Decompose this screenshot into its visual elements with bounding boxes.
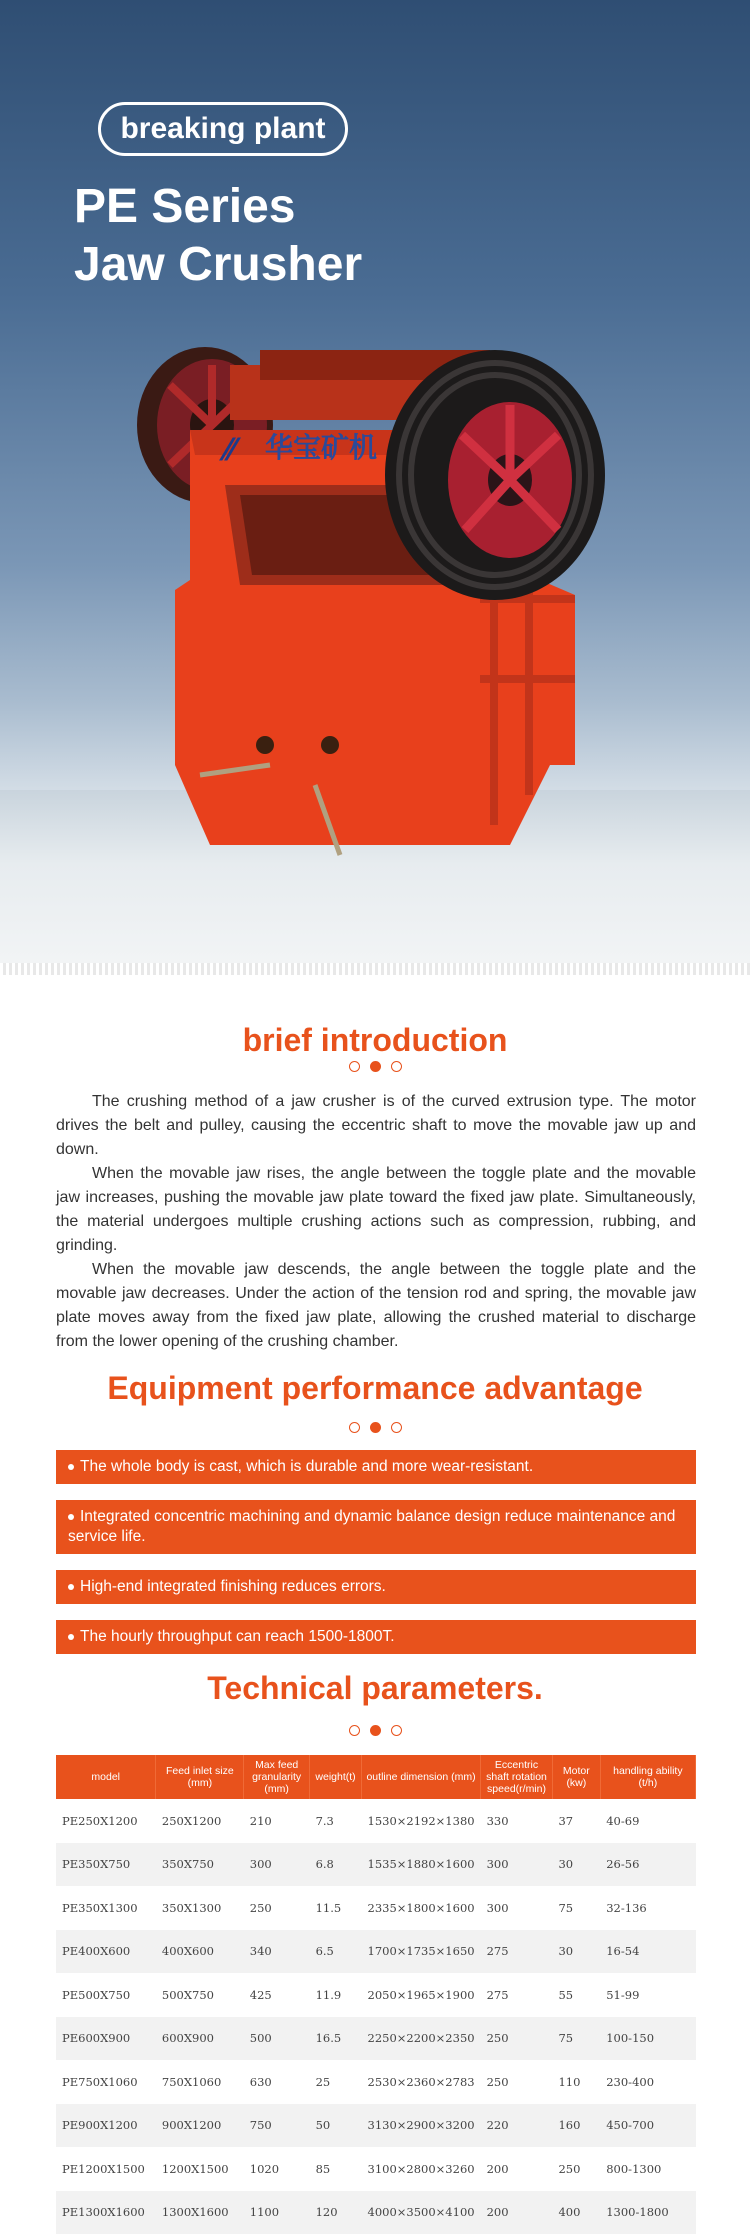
cell-feed-inlet: 900X1200 xyxy=(156,2104,244,2148)
cell-capacity: 1300-1800 xyxy=(600,2191,695,2234)
cell-capacity: 450-700 xyxy=(600,2104,695,2148)
cell-rotation: 220 xyxy=(481,2104,553,2148)
table-row xyxy=(56,2147,696,2191)
section-dots xyxy=(0,1419,750,1433)
bullet-icon xyxy=(68,1464,74,1470)
table-row xyxy=(56,1843,696,1887)
advantage-item: The whole body is cast, which is durable and more wear-resistant. xyxy=(56,1450,696,1484)
cell-weight: 50 xyxy=(310,2104,362,2148)
cell-weight: 85 xyxy=(310,2147,362,2191)
cell-weight: 6.5 xyxy=(310,1930,362,1974)
dot-icon xyxy=(349,1422,360,1433)
category-tag: breaking plant xyxy=(98,102,348,156)
table-row xyxy=(56,1930,696,1974)
brand-mark-text: 华宝矿机 xyxy=(265,431,377,464)
parameters-table xyxy=(56,1755,696,2234)
jaw-crusher-image xyxy=(130,345,610,945)
cell-capacity: 100-150 xyxy=(600,2017,695,2061)
bullet-icon xyxy=(68,1514,74,1520)
cell-rotation: 330 xyxy=(481,1799,553,1843)
cell-motor: 75 xyxy=(552,2017,600,2061)
cell-outline: 1535×1880×1600 xyxy=(362,1843,481,1887)
advantage-item: Integrated concentric machining and dynamic balance design reduce maintenance and service life. xyxy=(56,1500,696,1554)
right-flywheel xyxy=(385,350,605,600)
cell-outline: 3130×2900×3200 xyxy=(362,2104,481,2148)
cell-capacity: 230-400 xyxy=(600,2060,695,2104)
cell-weight: 16.5 xyxy=(310,2017,362,2061)
section-dots xyxy=(0,1722,750,1736)
cell-feed-inlet: 750X1060 xyxy=(156,2060,244,2104)
hero-title-line1: PE Series xyxy=(74,178,362,236)
cell-feed-inlet: 350X1300 xyxy=(156,1886,244,1930)
advantages-title: Equipment performance advantage xyxy=(0,1370,750,1407)
dot-icon xyxy=(391,1061,402,1072)
cell-weight: 6.8 xyxy=(310,1843,362,1887)
cell-model: PE350X1300 xyxy=(56,1886,156,1930)
table-row xyxy=(56,2104,696,2148)
cell-outline: 3100×2800×3260 xyxy=(362,2147,481,2191)
header-capacity: handling ability (t/h) xyxy=(600,1755,695,1799)
cell-motor: 37 xyxy=(552,1799,600,1843)
bullet-icon xyxy=(68,1584,74,1590)
intro-title: brief introduction xyxy=(0,1022,750,1059)
cell-feed-inlet: 1300X1600 xyxy=(156,2191,244,2234)
cell-outline: 2530×2360×2783 xyxy=(362,2060,481,2104)
cell-motor: 30 xyxy=(552,1843,600,1887)
cell-capacity: 32-136 xyxy=(600,1886,695,1930)
cell-capacity: 51-99 xyxy=(600,1973,695,2017)
cell-max-feed: 250 xyxy=(244,1886,310,1930)
hero-title-line2: Jaw Crusher xyxy=(74,236,362,294)
cell-max-feed: 210 xyxy=(244,1799,310,1843)
header-weight: weight(t) xyxy=(310,1755,362,1799)
cell-feed-inlet: 250X1200 xyxy=(156,1799,244,1843)
intro-text xyxy=(56,1090,696,1354)
cell-model: PE400X600 xyxy=(56,1930,156,1974)
cell-outline: 4000×3500×4100 xyxy=(362,2191,481,2234)
cell-feed-inlet: 500X750 xyxy=(156,1973,244,2017)
cell-model: PE1200X1500 xyxy=(56,2147,156,2191)
cell-motor: 250 xyxy=(552,2147,600,2191)
table-row xyxy=(56,2060,696,2104)
cell-rotation: 250 xyxy=(481,2060,553,2104)
cell-rotation: 275 xyxy=(481,1930,553,1974)
bullet-icon xyxy=(68,1634,74,1640)
table-row xyxy=(56,1973,696,2017)
advantages-list xyxy=(56,1450,696,1670)
intro-paragraph: When the movable jaw descends, the angle between the toggle plate and the movable jaw decreases. Under the action of the tension rod and spring, the movable jaw plate moves away from the fixed jaw plate, allowing the crushed material to discharge from the lower opening of the crushing chamber. xyxy=(56,1258,696,1354)
header-motor: Motor (kw) xyxy=(552,1755,600,1799)
cell-max-feed: 750 xyxy=(244,2104,310,2148)
cell-weight: 11.5 xyxy=(310,1886,362,1930)
table-row xyxy=(56,2191,696,2234)
cell-outline: 2335×1800×1600 xyxy=(362,1886,481,1930)
header-max-feed: Max feed granularity (mm) xyxy=(244,1755,310,1799)
advantage-item: High-end integrated finishing reduces errors. xyxy=(56,1570,696,1604)
cell-motor: 75 xyxy=(552,1886,600,1930)
cell-max-feed: 425 xyxy=(244,1973,310,2017)
advantage-item: The hourly throughput can reach 1500-1800T. xyxy=(56,1620,696,1654)
cell-rotation: 250 xyxy=(481,2017,553,2061)
header-rotation: Eccentric shaft rotation speed(r/min) xyxy=(481,1755,553,1799)
intro-paragraph: The crushing method of a jaw crusher is of the curved extrusion type. The motor drives the belt and pulley, causing the eccentric shaft to move the movable jaw up and down. xyxy=(56,1090,696,1162)
cell-rotation: 300 xyxy=(481,1886,553,1930)
dot-icon xyxy=(391,1422,402,1433)
cell-motor: 160 xyxy=(552,2104,600,2148)
dot-icon xyxy=(391,1725,402,1736)
cell-model: PE250X1200 xyxy=(56,1799,156,1843)
cell-weight: 11.9 xyxy=(310,1973,362,2017)
cell-weight: 25 xyxy=(310,2060,362,2104)
cell-outline: 2050×1965×1900 xyxy=(362,1973,481,2017)
cell-model: PE1300X1600 xyxy=(56,2191,156,2234)
cell-feed-inlet: 350X750 xyxy=(156,1843,244,1887)
cell-motor: 110 xyxy=(552,2060,600,2104)
cell-outline: 2250×2200×2350 xyxy=(362,2017,481,2061)
table-row xyxy=(56,1799,696,1843)
cell-max-feed: 300 xyxy=(244,1843,310,1887)
dot-icon xyxy=(349,1725,360,1736)
cell-max-feed: 1020 xyxy=(244,2147,310,2191)
cell-outline: 1530×2192×1380 xyxy=(362,1799,481,1843)
cell-max-feed: 630 xyxy=(244,2060,310,2104)
brand-logo: ⁄⁄ xyxy=(219,433,241,468)
cell-capacity: 26-56 xyxy=(600,1843,695,1887)
cell-max-feed: 1100 xyxy=(244,2191,310,2234)
cell-model: PE750X1060 xyxy=(56,2060,156,2104)
cell-motor: 400 xyxy=(552,2191,600,2234)
cell-model: PE500X750 xyxy=(56,1973,156,2017)
cell-rotation: 200 xyxy=(481,2191,553,2234)
dot-active-icon xyxy=(370,1422,381,1433)
cell-rotation: 275 xyxy=(481,1973,553,2017)
cell-model: PE350X750 xyxy=(56,1843,156,1887)
header-outline: outline dimension (mm) xyxy=(362,1755,481,1799)
cell-rotation: 200 xyxy=(481,2147,553,2191)
header-feed-inlet: Feed inlet size (mm) xyxy=(156,1755,244,1799)
dot-active-icon xyxy=(370,1061,381,1072)
cell-weight: 120 xyxy=(310,2191,362,2234)
cell-motor: 55 xyxy=(552,1973,600,2017)
cell-rotation: 300 xyxy=(481,1843,553,1887)
cell-motor: 30 xyxy=(552,1930,600,1974)
header-model: model xyxy=(56,1755,156,1799)
cell-max-feed: 500 xyxy=(244,2017,310,2061)
table-row xyxy=(56,2017,696,2061)
section-dots xyxy=(0,1058,750,1072)
table-row xyxy=(56,1886,696,1930)
intro-paragraph: When the movable jaw rises, the angle between the toggle plate and the movable jaw increases, pushing the movable jaw plate toward the fixed jaw plate. Simultaneously, the material undergoes multiple crushing actions such as compression, rubbing, and grinding. xyxy=(56,1162,696,1258)
cell-max-feed: 340 xyxy=(244,1930,310,1974)
cell-capacity: 800-1300 xyxy=(600,2147,695,2191)
params-title: Technical parameters. xyxy=(0,1670,750,1707)
hero-title xyxy=(74,178,362,294)
dot-icon xyxy=(349,1061,360,1072)
cell-feed-inlet: 600X900 xyxy=(156,2017,244,2061)
cell-feed-inlet: 1200X1500 xyxy=(156,2147,244,2191)
hero-banner xyxy=(0,0,750,975)
table-header-row xyxy=(56,1755,696,1799)
cell-model: PE900X1200 xyxy=(56,2104,156,2148)
cell-weight: 7.3 xyxy=(310,1799,362,1843)
cell-outline: 1700×1735×1650 xyxy=(362,1930,481,1974)
cell-capacity: 16-54 xyxy=(600,1930,695,1974)
cell-feed-inlet: 400X600 xyxy=(156,1930,244,1974)
cell-model: PE600X900 xyxy=(56,2017,156,2061)
dot-active-icon xyxy=(370,1725,381,1736)
cell-capacity: 40-69 xyxy=(600,1799,695,1843)
